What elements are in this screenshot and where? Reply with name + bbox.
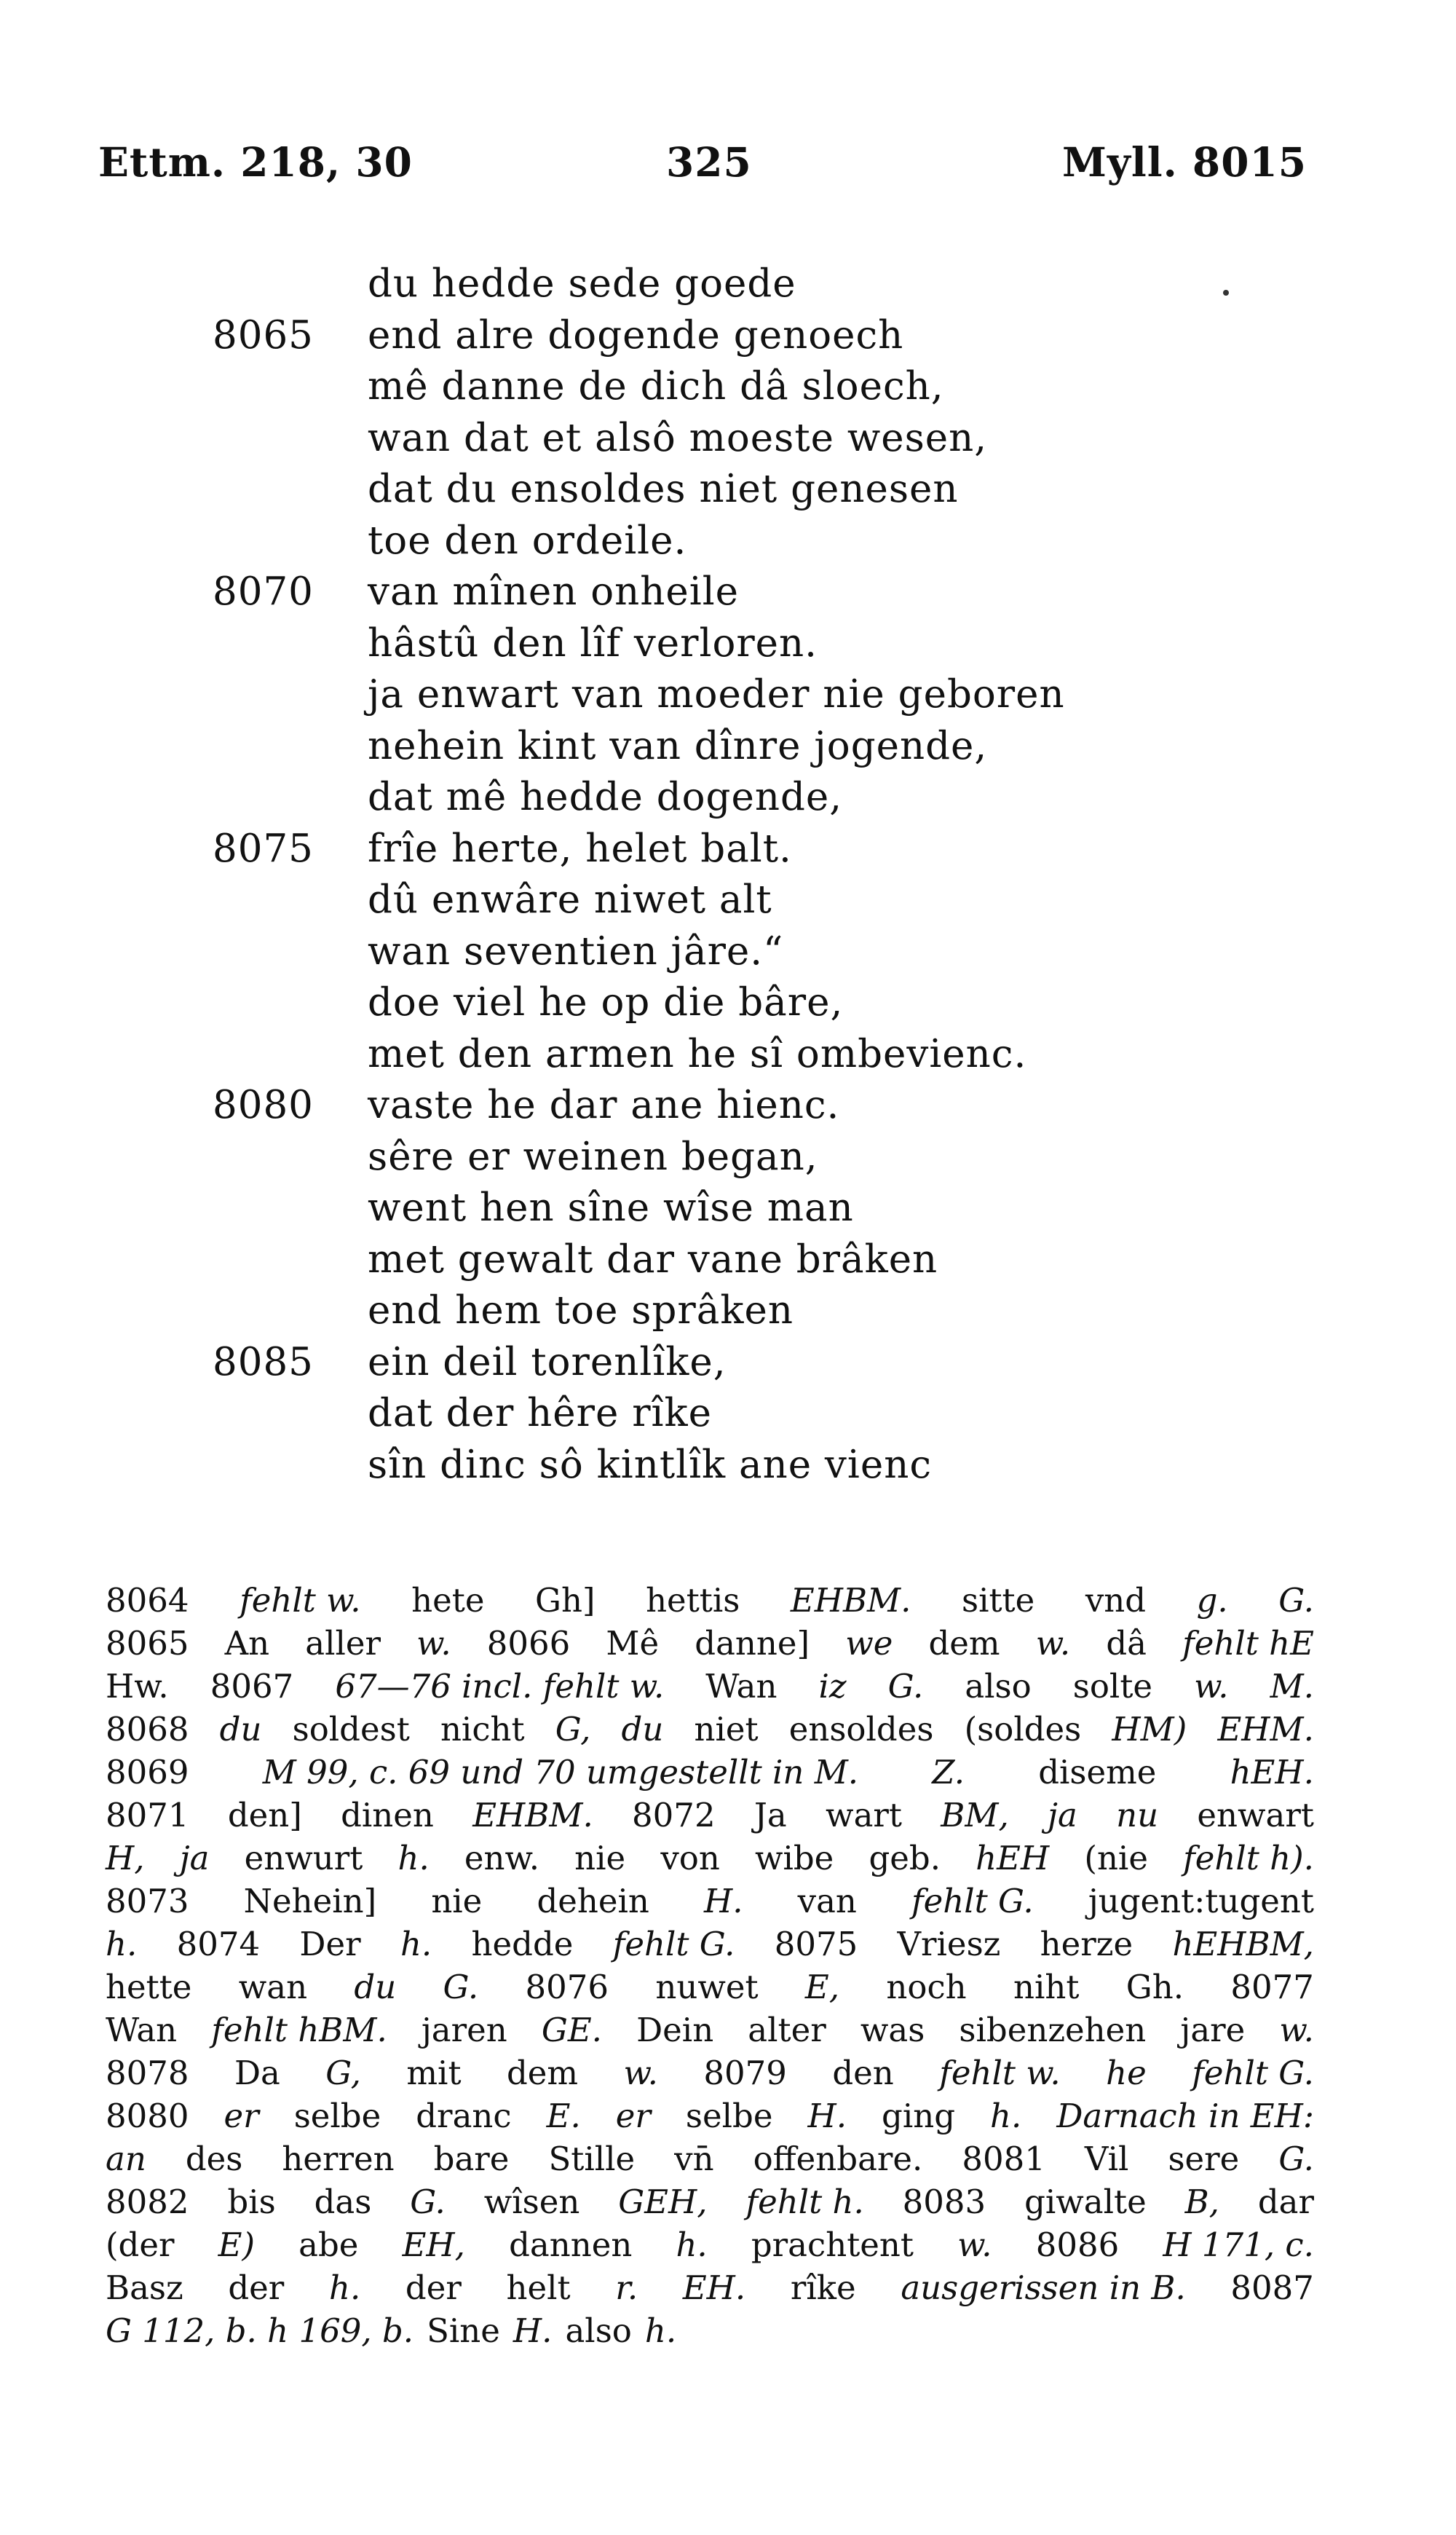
footnote-token: 8080 bbox=[106, 2097, 189, 2135]
footnote-token: fehlt w. bbox=[240, 1581, 361, 1620]
footnote-token: Mê bbox=[606, 1624, 660, 1663]
footnote-token: w. bbox=[1279, 2011, 1314, 2049]
footnote-token: H. bbox=[703, 1882, 743, 1920]
footnote-token: dannen bbox=[509, 2225, 633, 2264]
footnote-token: was bbox=[860, 2011, 925, 2049]
footnote-token: bare bbox=[433, 2140, 510, 2178]
footnote-token: selbe bbox=[293, 2097, 381, 2135]
footnote-token: wibe bbox=[754, 1839, 834, 1877]
footnote-token: Da bbox=[234, 2054, 280, 2092]
footnote-token: 8083 bbox=[902, 2183, 986, 2221]
verse-number: 8085 bbox=[213, 1339, 314, 1384]
footnote-line bbox=[106, 2309, 1314, 2352]
verse-text: dat der hêre rîke bbox=[368, 1391, 712, 1435]
verse-line bbox=[0, 618, 1456, 670]
verse-text: met den armen he sî ombevienc. bbox=[368, 1031, 1027, 1076]
footnote-token: Wan bbox=[705, 1667, 778, 1706]
footnote-token: H 171, c. bbox=[1163, 2225, 1314, 2264]
footnote-token: G. bbox=[1278, 1581, 1314, 1620]
footnote-token: nie bbox=[574, 1839, 626, 1877]
footnote-token: herren bbox=[282, 2140, 395, 2178]
footnote-token: H. bbox=[513, 2311, 553, 2350]
footnote-token: w. bbox=[416, 1624, 451, 1663]
footnote-token: soldest bbox=[292, 1710, 410, 1749]
footnote-token: (der bbox=[106, 2225, 175, 2264]
verse-line bbox=[0, 1080, 1456, 1132]
footnote-token: Dein bbox=[636, 2011, 714, 2049]
page-header bbox=[98, 138, 1307, 197]
footnote-token: den] bbox=[227, 1796, 302, 1834]
verse-line bbox=[0, 413, 1456, 465]
verse-line bbox=[0, 824, 1456, 875]
footnote-token: helt bbox=[506, 2268, 571, 2307]
footnote-token: HM) bbox=[1112, 1710, 1187, 1749]
footnote-line bbox=[106, 2266, 1314, 2309]
verse-line bbox=[0, 259, 1456, 310]
footnote-token: 8066 bbox=[486, 1624, 571, 1663]
footnote-token: diseme bbox=[1038, 1753, 1157, 1791]
footnote-token: fehlt hBM. bbox=[211, 2011, 387, 2049]
footnote-token: du bbox=[354, 1968, 397, 2006]
verse-text: frîe herte, helet balt. bbox=[368, 826, 792, 871]
footnote-token: h. bbox=[990, 2097, 1022, 2135]
footnote-token: dem bbox=[928, 1624, 1000, 1663]
footnote-token: Basz bbox=[106, 2268, 183, 2307]
verse-number: 8080 bbox=[213, 1083, 314, 1127]
verse-line bbox=[0, 361, 1456, 413]
verse-text: hâstû den lîf verloren. bbox=[368, 620, 818, 666]
footnote-token: ging bbox=[882, 2097, 956, 2135]
footnote-line bbox=[106, 1966, 1314, 2008]
footnote-token: fehlt G. bbox=[612, 1925, 735, 1963]
header-right-reference: Myll. 8015 bbox=[1062, 138, 1307, 186]
footnote-token: w. bbox=[1194, 1667, 1229, 1706]
footnote-token: G. bbox=[410, 2183, 446, 2221]
footnote-token: Vil bbox=[1084, 2140, 1129, 2178]
verse-text: ein deil torenlîke, bbox=[368, 1339, 727, 1384]
footnote-token: du bbox=[621, 1710, 664, 1749]
footnote-token: Wan bbox=[106, 2011, 178, 2049]
footnote-token: sitte bbox=[961, 1581, 1035, 1620]
footnote-token: M. bbox=[1270, 1667, 1314, 1706]
footnote-token: also bbox=[565, 2311, 632, 2350]
footnote-token: aller bbox=[305, 1624, 381, 1663]
footnote-token: Gh] bbox=[535, 1581, 596, 1620]
verse-text: sêre er weinen began, bbox=[368, 1134, 818, 1179]
verse-text: sîn dinc sô kintlîk ane vienc bbox=[368, 1442, 933, 1487]
footnote-token: h. bbox=[106, 1925, 138, 1963]
verse-text: end hem toe sprâken bbox=[368, 1288, 794, 1333]
verse-line bbox=[0, 1388, 1456, 1440]
footnote-token: niet bbox=[694, 1710, 759, 1749]
footnote-token: giwalte bbox=[1024, 2183, 1147, 2221]
footnote-token: 8071 bbox=[106, 1796, 189, 1834]
footnote-token: G 112, b. h 169, b. bbox=[106, 2311, 414, 2350]
footnote-token: h. bbox=[397, 1839, 430, 1877]
verse-line bbox=[0, 1440, 1456, 1491]
footnote-token: 8072 bbox=[632, 1796, 716, 1834]
footnote-token: G, bbox=[325, 2054, 361, 2092]
verse-text: dû enwâre niwet alt bbox=[368, 878, 772, 922]
footnote-token: 8076 bbox=[525, 1968, 609, 2006]
footnote-token: H. bbox=[807, 2097, 847, 2135]
footnote-token: Darnach in EH: bbox=[1056, 2097, 1314, 2135]
verse-line bbox=[0, 1183, 1456, 1234]
footnote-token: wîsen bbox=[483, 2183, 580, 2221]
footnote-token: ausgerissen in B. bbox=[901, 2268, 1186, 2307]
footnote-token: rîke bbox=[790, 2268, 856, 2307]
verse-line bbox=[0, 310, 1456, 362]
footnote-token: hedde bbox=[471, 1925, 574, 1963]
footnote-token: G. bbox=[887, 1667, 924, 1706]
footnote-token: w. bbox=[1035, 1624, 1071, 1663]
footnote-token: enwurt bbox=[244, 1839, 363, 1877]
verse-line bbox=[0, 721, 1456, 773]
footnote-token: Stille bbox=[548, 2140, 636, 2178]
footnote-token: EHM. bbox=[1217, 1710, 1314, 1749]
footnote-token: von bbox=[660, 1839, 720, 1877]
footnote-line bbox=[106, 2051, 1314, 2094]
footnote-token: 67—76 incl. fehlt w. bbox=[335, 1667, 665, 1706]
footnote-token: GE. bbox=[541, 2011, 602, 2049]
footnote-token: das bbox=[314, 2183, 372, 2221]
footnote-token: An bbox=[224, 1624, 270, 1663]
verse-line bbox=[0, 1132, 1456, 1183]
footnote-token: he bbox=[1106, 2054, 1147, 2092]
footnote-token: alter bbox=[748, 2011, 826, 2049]
footnote-token: Sine bbox=[427, 2311, 500, 2350]
footnote-token: r. bbox=[615, 2268, 638, 2307]
footnote-token: prachtent bbox=[751, 2225, 914, 2264]
footnote-token: h. bbox=[676, 2225, 708, 2264]
footnote-token: G. bbox=[1278, 2140, 1314, 2178]
footnote-token: hEHBM, bbox=[1172, 1925, 1314, 1963]
footnote-token: BM, bbox=[941, 1796, 1009, 1834]
footnote-token: jare bbox=[1180, 2011, 1246, 2049]
footnote-token: h. bbox=[328, 2268, 361, 2307]
footnote-token: 8081 bbox=[962, 2140, 1045, 2178]
footnote-token: 8065 bbox=[106, 1624, 189, 1663]
footnote-token: 8069 bbox=[106, 1753, 189, 1791]
footnote-token: E. bbox=[546, 2097, 581, 2135]
footnote-token: Gh. bbox=[1125, 1968, 1184, 2006]
verse-text: van mînen onheile bbox=[368, 569, 740, 614]
verse-text: du hedde sede goede bbox=[368, 261, 796, 306]
footnote-token: vnd bbox=[1085, 1581, 1147, 1620]
footnote-token: selbe bbox=[685, 2097, 773, 2135]
verse-text: ja enwart van moeder nie geboren bbox=[368, 672, 1065, 717]
verse-text: met gewalt dar vane brâken bbox=[368, 1237, 938, 1282]
footnote-token: nicht bbox=[440, 1710, 525, 1749]
footnote-line bbox=[106, 2223, 1314, 2266]
footnote-token: fehlt hE bbox=[1182, 1624, 1314, 1663]
footnote-token: 8073 bbox=[106, 1882, 189, 1920]
footnote-line bbox=[106, 1880, 1314, 1923]
footnote-token: geb. bbox=[869, 1839, 941, 1877]
footnote-token: nuwet bbox=[655, 1968, 759, 2006]
footnote-token: Nehein] bbox=[243, 1882, 377, 1920]
footnote-token: Vriesz bbox=[897, 1925, 1001, 1963]
footnote-line bbox=[106, 1794, 1314, 1837]
footnote-token: er bbox=[615, 2097, 651, 2135]
verse-text: dat du ensoldes niet genesen bbox=[368, 467, 959, 511]
verse-line bbox=[0, 1234, 1456, 1286]
footnote-line bbox=[106, 1665, 1314, 1708]
footnote-token: hette bbox=[106, 1968, 192, 2006]
footnote-token: EHBM. bbox=[472, 1796, 593, 1834]
footnote-token: 8075 bbox=[774, 1925, 858, 1963]
footnote-token: we bbox=[845, 1624, 893, 1663]
footnote-token: EHBM. bbox=[790, 1581, 911, 1620]
verse-line bbox=[0, 516, 1456, 567]
footnote-token: wart bbox=[826, 1796, 902, 1834]
footnote-token: Hw. bbox=[106, 1667, 169, 1706]
footnote-token: jaren bbox=[421, 2011, 507, 2049]
page-number: 325 bbox=[666, 138, 752, 186]
verse-text: toe den ordeile. bbox=[368, 518, 687, 563]
footnote-token: herze bbox=[1040, 1925, 1133, 1963]
footnote-token: wan bbox=[238, 1968, 308, 2006]
footnote-token: M 99, c. 69 und 70 umgestellt in M. bbox=[262, 1753, 859, 1791]
verse-line bbox=[0, 567, 1456, 618]
verse-line bbox=[0, 1285, 1456, 1337]
footnotes bbox=[106, 1579, 1314, 2352]
footnote-token: solte bbox=[1072, 1667, 1153, 1706]
verse-text: vaste he dar ane hienc. bbox=[368, 1083, 840, 1127]
footnote-line bbox=[106, 2137, 1314, 2180]
verse-text: dat mê hedde dogende, bbox=[368, 775, 843, 819]
verse-text: mê danne de dich dâ sloech, bbox=[368, 364, 944, 409]
footnote-token: 8067 bbox=[210, 1667, 294, 1706]
verse-line bbox=[0, 464, 1456, 516]
verse-line bbox=[0, 1029, 1456, 1081]
footnote-token: bis bbox=[227, 2183, 276, 2221]
verse-line bbox=[0, 772, 1456, 824]
footnote-token: w. bbox=[957, 2225, 992, 2264]
footnote-line bbox=[106, 2180, 1314, 2223]
footnote-token: dâ bbox=[1106, 1624, 1147, 1663]
footnote-token: fehlt h). bbox=[1183, 1839, 1314, 1877]
footnote-token: 8068 bbox=[106, 1710, 189, 1749]
footnote-token: (soldes bbox=[964, 1710, 1082, 1749]
footnote-token: g. bbox=[1196, 1581, 1228, 1620]
footnote-token: Der bbox=[299, 1925, 361, 1963]
footnote-token: hEH bbox=[976, 1839, 1050, 1877]
footnote-token: der bbox=[405, 2268, 462, 2307]
footnote-token: EH. bbox=[682, 2268, 746, 2307]
footnote-token: 8087 bbox=[1230, 2268, 1314, 2307]
verse-line bbox=[0, 926, 1456, 978]
footnote-token: dehein bbox=[537, 1882, 649, 1920]
footnote-token: 8086 bbox=[1035, 2225, 1120, 2264]
footnote-line bbox=[106, 1837, 1314, 1880]
footnote-token: ensoldes bbox=[788, 1710, 934, 1749]
footnote-token: nie bbox=[431, 1882, 483, 1920]
footnote-token: fehlt h. bbox=[745, 2183, 864, 2221]
verse-text: wan dat et alsô moeste wesen, bbox=[368, 415, 988, 460]
footnote-token: EH, bbox=[402, 2225, 465, 2264]
footnote-token: G. bbox=[443, 1968, 479, 2006]
footnote-token: H, bbox=[106, 1839, 145, 1877]
footnote-token: E, bbox=[804, 1968, 840, 2006]
footnote-token: dinen bbox=[341, 1796, 434, 1834]
footnote-token: sibenzehen bbox=[959, 2011, 1147, 2049]
footnote-token: w. bbox=[623, 2054, 658, 2092]
footnote-token: dar bbox=[1257, 2183, 1314, 2221]
footnote-token: h. bbox=[400, 1925, 432, 1963]
footnote-token: iz bbox=[818, 1667, 847, 1706]
footnote-token: 8074 bbox=[176, 1925, 261, 1963]
footnote-token: enwart bbox=[1197, 1796, 1314, 1834]
footnote-token: noch bbox=[886, 1968, 967, 2006]
footnote-line bbox=[106, 1579, 1314, 1622]
footnote-token: B, bbox=[1184, 2183, 1219, 2221]
footnote-token: Z. bbox=[932, 1753, 965, 1791]
footnote-token: des bbox=[185, 2140, 243, 2178]
footnote-token: mit bbox=[406, 2054, 462, 2092]
footnote-token: hEH. bbox=[1230, 1753, 1314, 1791]
footnote-token: jugent:tugent bbox=[1088, 1882, 1314, 1920]
footnote-line bbox=[106, 1751, 1314, 1794]
footnote-line bbox=[106, 1923, 1314, 1966]
footnote-token: ja bbox=[179, 1839, 210, 1877]
footnote-token: van bbox=[797, 1882, 857, 1920]
footnote-token: GEH, bbox=[618, 2183, 708, 2221]
footnote-token: danne] bbox=[695, 1624, 810, 1663]
footnote-token: 8064 bbox=[106, 1581, 189, 1620]
footnote-token: Ja bbox=[753, 1796, 787, 1834]
verse-line bbox=[0, 875, 1456, 926]
footnote-token: also bbox=[965, 1667, 1032, 1706]
footnote-token: du bbox=[219, 1710, 262, 1749]
footnote-token: abe bbox=[298, 2225, 359, 2264]
footnote-token: sere bbox=[1168, 2140, 1240, 2178]
footnote-token: (nie bbox=[1084, 1839, 1148, 1877]
footnote-token: vn̄ bbox=[674, 2140, 714, 2178]
verse-line bbox=[0, 669, 1456, 721]
verse-text: doe viel he op die bâre, bbox=[368, 980, 844, 1025]
verse-block bbox=[0, 259, 1456, 1491]
footnote-token: 8079 bbox=[703, 2054, 787, 2092]
footnote-line bbox=[106, 2008, 1314, 2051]
verse-number: 8075 bbox=[213, 826, 314, 871]
footnote-token: E) bbox=[218, 2225, 256, 2264]
footnote-token: dranc bbox=[416, 2097, 512, 2135]
footnote-token: 8078 bbox=[106, 2054, 189, 2092]
verse-text: end alre dogende genoech bbox=[368, 312, 904, 358]
verse-text: wan seventien jâre.“ bbox=[368, 929, 784, 974]
footnote-line bbox=[106, 1708, 1314, 1751]
footnote-line bbox=[106, 1622, 1314, 1665]
verse-line bbox=[0, 1337, 1456, 1389]
footnote-token: h. bbox=[644, 2311, 677, 2350]
verse-number: 8065 bbox=[213, 312, 314, 358]
footnote-token: der bbox=[228, 2268, 285, 2307]
footnote-token: enw. bbox=[464, 1839, 540, 1877]
verse-text: went hen sîne wîse man bbox=[368, 1186, 854, 1230]
footnote-token: niht bbox=[1013, 1968, 1080, 2006]
footnote-token: hete bbox=[411, 1581, 485, 1620]
footnote-token: den bbox=[832, 2054, 894, 2092]
footnote-token: fehlt G. bbox=[911, 1882, 1034, 1920]
footnote-token: fehlt w. bbox=[939, 2054, 1061, 2092]
verse-text: nehein kint van dînre jogende, bbox=[368, 723, 988, 768]
footnote-line bbox=[106, 2094, 1314, 2137]
footnote-token: offenbare. bbox=[753, 2140, 923, 2178]
footnote-token: 8082 bbox=[106, 2183, 189, 2221]
header-left-reference: Ettm. 218, 30 bbox=[98, 138, 413, 186]
verse-line bbox=[0, 977, 1456, 1029]
footnote-token: an bbox=[106, 2140, 146, 2178]
footnote-token: G, bbox=[555, 1710, 591, 1749]
footnote-token: er bbox=[223, 2097, 259, 2135]
footnote-token: dem bbox=[506, 2054, 579, 2092]
verse-number: 8070 bbox=[213, 569, 314, 614]
footnote-token: hettis bbox=[646, 1581, 740, 1620]
footnote-token: 8077 bbox=[1230, 1968, 1314, 2006]
footnote-token: fehlt G. bbox=[1192, 2054, 1314, 2092]
footnote-token: nu bbox=[1116, 1796, 1159, 1834]
footnote-token: ja bbox=[1048, 1796, 1077, 1834]
